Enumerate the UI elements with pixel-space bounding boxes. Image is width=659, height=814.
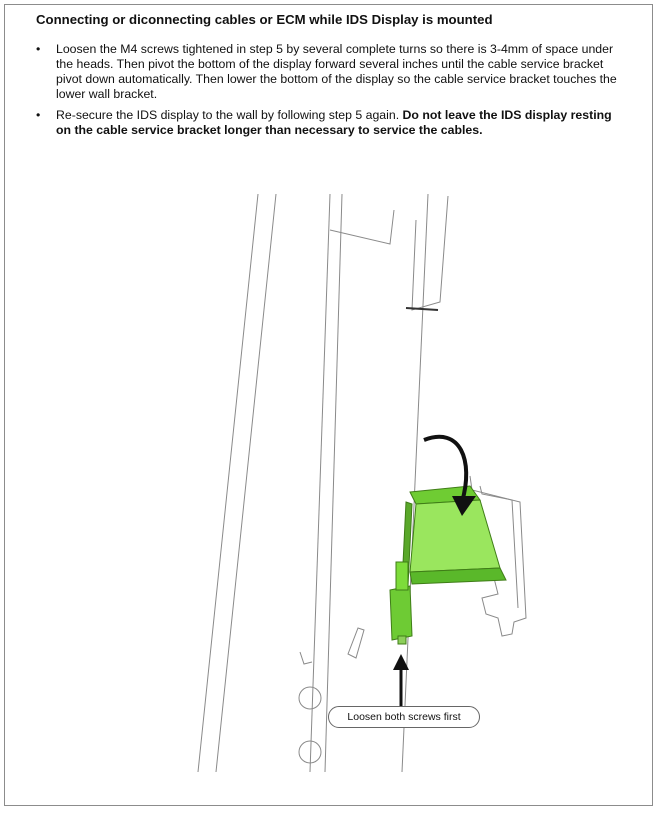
instruction-warning: Do not leave the IDS display resting on the cable service bracket longer than necessary to service the cables.: [56, 108, 612, 137]
bullet-marker: •: [36, 108, 41, 122]
hinge-tab: [348, 628, 364, 658]
instruction-list: [36, 42, 626, 144]
callout-loosen-screws: Loosen both screws first: [328, 706, 480, 728]
display-outline: [402, 194, 428, 772]
instruction-text: Loosen the M4 screws tightened in step 5 by several complete turns so there is 3-4mm of space under the heads. Then pivot the bottom of the display forward several inches until the cable service bracket pivot down automatically. Then lower the bottom of the display so the cable service bracket touches the lower wall bracket.: [56, 42, 617, 101]
instruction-text: Re-secure the IDS display to the wall by following step 5 again.: [56, 108, 403, 122]
display-outline: [310, 194, 330, 772]
instruction-item: [36, 108, 626, 138]
document-title: Connecting or diconnecting cables or ECM while IDS Display is mounted: [36, 12, 493, 27]
display-outline: [198, 194, 258, 772]
upper-wall-bracket: [406, 308, 438, 310]
display-outline: [216, 194, 276, 772]
mounting-hole: [299, 687, 321, 709]
upper-wall-bracket: [412, 196, 448, 310]
instruction-item: [36, 42, 626, 102]
bullet-marker: •: [36, 42, 41, 56]
mounting-illustration: [180, 190, 540, 780]
cable-service-bracket: [390, 486, 506, 644]
hinge-tab: [300, 652, 312, 664]
upper-wall-bracket: [330, 210, 394, 244]
display-outline: [325, 194, 342, 772]
